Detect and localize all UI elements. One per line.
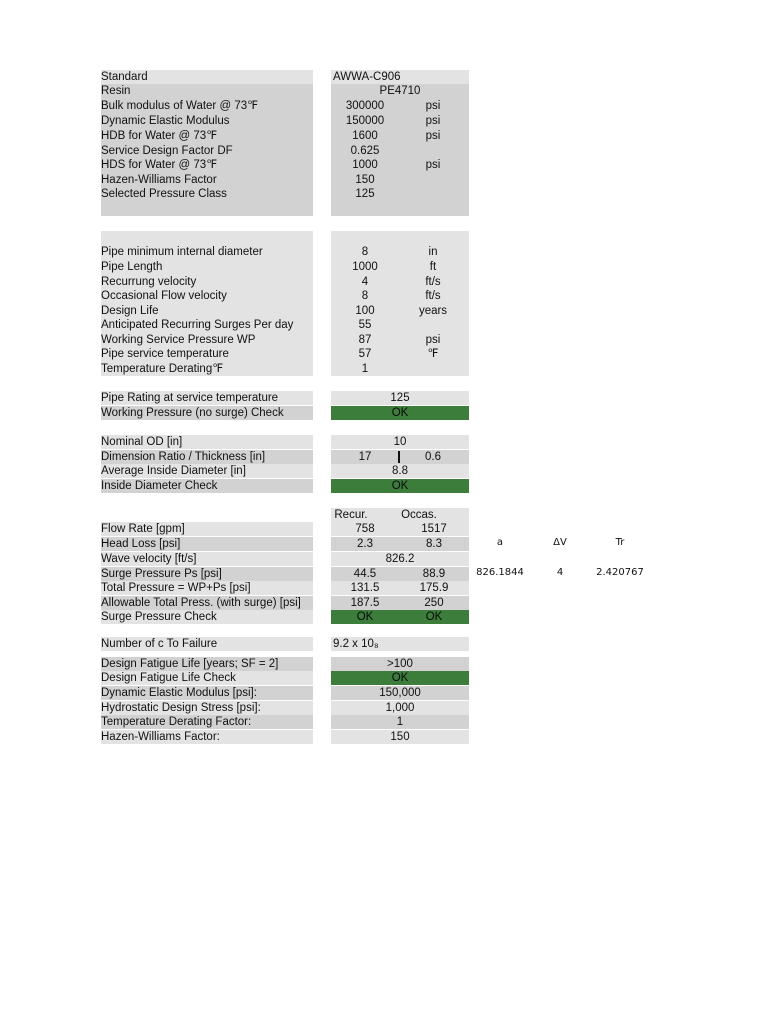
status-ok: OK <box>391 480 409 492</box>
row-unit: years <box>418 305 448 317</box>
row-label: Hazen-Williams Factor: <box>101 731 220 743</box>
table-row <box>101 464 313 478</box>
row-value: 0.625 <box>350 145 380 157</box>
table-row <box>0 275 768 289</box>
cell-divider <box>398 451 400 463</box>
row-label: Pipe service temperature <box>101 348 229 360</box>
row-value: 1 <box>396 716 404 728</box>
row-label: Bulk modulus of Water @ 73℉ <box>101 100 259 112</box>
status-badge <box>331 479 469 493</box>
status-ok-recur: OK <box>356 611 374 623</box>
row-unit: psi <box>425 159 441 171</box>
table-cell <box>331 637 469 651</box>
row-label: Wave velocity [ft/s] <box>101 553 197 565</box>
row-label: Pipe minimum internal diameter <box>101 246 263 258</box>
table-row <box>101 657 313 671</box>
table-cell <box>331 715 469 729</box>
table-row <box>0 260 768 274</box>
row-label: Surge Pressure Ps [psi] <box>101 568 222 580</box>
row-value: 1000 <box>352 159 378 171</box>
table-row <box>101 596 313 610</box>
row-unit: ft <box>429 261 437 273</box>
row-label: Working Pressure (no surge) Check <box>101 407 284 419</box>
status-badge <box>331 406 469 420</box>
row-label: Dimension Ratio / Thickness [in] <box>101 451 266 463</box>
row-label: Anticipated Recurring Surges Per day <box>101 319 294 331</box>
side-header-delta-v: ΔV <box>553 537 567 548</box>
status-ok: OK <box>391 407 409 419</box>
table-row <box>101 730 313 744</box>
table-row <box>101 522 313 536</box>
row-value: 9.2 x 10₈ <box>333 638 379 650</box>
row-label: Occasional Flow velocity <box>101 290 227 302</box>
table-row <box>101 637 313 651</box>
table-cell <box>331 701 469 715</box>
row-value: 125 <box>390 392 410 404</box>
side-header-tr: Tr <box>615 537 625 548</box>
row-label: Design Life <box>101 305 159 317</box>
row-value: 300000 <box>345 100 385 112</box>
row-label: HDS for Water @ 73℉ <box>101 159 218 171</box>
table-row <box>101 671 313 685</box>
table-cell <box>331 464 469 478</box>
status-ok: OK <box>391 672 409 684</box>
table-row <box>0 99 768 113</box>
row-label: Pipe Length <box>101 261 163 273</box>
recur-value: 758 <box>355 523 375 535</box>
table-cell <box>331 567 469 581</box>
table-row <box>101 715 313 729</box>
table-row <box>0 158 768 172</box>
row-unit: psi <box>425 130 441 142</box>
occas-value: 88.9 <box>422 568 446 580</box>
row-value: 1,000 <box>385 702 415 714</box>
row-value: 100 <box>355 305 375 317</box>
row-label: Hydrostatic Design Stress [psi]: <box>101 702 261 714</box>
row-value: 1600 <box>352 130 378 142</box>
table-row <box>101 610 313 624</box>
row-value: 150,000 <box>379 687 421 699</box>
side-value-a: 826.1844 <box>476 567 524 578</box>
row-label: HDB for Water @ 73℉ <box>101 130 218 142</box>
table-cell <box>331 391 469 405</box>
row-unit: in <box>428 246 438 258</box>
table-row <box>101 406 313 420</box>
table-cell <box>331 686 469 700</box>
table-row <box>101 435 313 449</box>
table-cell <box>331 537 469 551</box>
row-label: Allowable Total Press. (with surge) [psi] <box>101 597 301 609</box>
row-label: Nominal OD [in] <box>101 436 183 448</box>
row-value: 8 <box>361 290 369 302</box>
row-label: Standard <box>101 71 148 83</box>
row-value: 10 <box>393 436 407 448</box>
table-row <box>0 304 768 318</box>
table-row <box>0 347 768 361</box>
table-cell <box>331 435 469 449</box>
thickness-value: 0.6 <box>425 451 441 463</box>
row-label: Temperature Derating Factor: <box>101 716 252 728</box>
table-row <box>0 362 768 376</box>
table-cell <box>331 522 469 536</box>
occas-value: 8.3 <box>426 538 442 550</box>
row-value: 150 <box>390 731 410 743</box>
table-row <box>101 537 313 551</box>
recur-value: 44.5 <box>353 568 377 580</box>
row-label: Service Design Factor DF <box>101 145 233 157</box>
table-row <box>0 114 768 128</box>
row-label: Hazen-Williams Factor <box>101 174 217 186</box>
table-row <box>0 84 768 98</box>
row-value: PE4710 <box>379 85 421 97</box>
row-value: 8 <box>361 246 369 258</box>
row-label: Pipe Rating at service temperature <box>101 392 279 404</box>
table-row <box>0 70 768 84</box>
occas-value: 250 <box>424 597 444 609</box>
table-row <box>0 187 768 201</box>
row-value: 1 <box>361 363 369 375</box>
table-row <box>101 450 313 464</box>
row-value: 125 <box>355 188 375 200</box>
row-unit: ft/s <box>425 276 441 288</box>
status-ok-occas: OK <box>425 611 443 623</box>
row-value: >100 <box>387 658 413 670</box>
recur-value: 187.5 <box>350 597 380 609</box>
occas-value: 175.9 <box>419 582 449 594</box>
table-row <box>101 581 313 595</box>
row-label: Total Pressure = WP+Ps [psi] <box>101 582 251 594</box>
row-label: Temperature Derating℉ <box>101 363 224 375</box>
table-row <box>0 129 768 143</box>
row-unit: psi <box>425 334 441 346</box>
table-cell <box>331 581 469 595</box>
recur-value: 2.3 <box>357 538 373 550</box>
row-value: 55 <box>358 319 372 331</box>
row-label: Flow Rate [gpm] <box>101 523 185 535</box>
row-value: 8.8 <box>392 465 408 477</box>
table-cell <box>331 657 469 671</box>
dimension-ratio-value: 17 <box>358 451 372 463</box>
row-unit: ℉ <box>427 348 439 360</box>
row-label: Number of c To Failure <box>101 638 218 650</box>
side-value-delta-v: 4 <box>556 567 564 578</box>
row-value: 826.2 <box>385 553 415 565</box>
table-row <box>0 144 768 158</box>
table-row <box>0 289 768 303</box>
row-label: Average Inside Diameter [in] <box>101 465 246 477</box>
row-label: Surge Pressure Check <box>101 611 217 623</box>
status-badge <box>331 610 469 624</box>
table-cell <box>331 596 469 610</box>
row-label: Dynamic Elastic Modulus [psi]: <box>101 687 257 699</box>
table-cell <box>331 552 469 566</box>
row-value: AWWA-C906 <box>333 71 401 83</box>
side-header-a: a <box>496 537 504 548</box>
column-header-recur: Recur. <box>334 509 368 521</box>
row-value: 87 <box>358 334 372 346</box>
row-value: 150000 <box>345 115 385 127</box>
table-row <box>101 479 313 493</box>
table-row <box>101 391 313 405</box>
row-value: 57 <box>358 348 372 360</box>
row-value: 4 <box>361 276 369 288</box>
table-row <box>101 701 313 715</box>
side-value-tr: 2.420767 <box>596 567 644 578</box>
row-value: 150 <box>355 174 375 186</box>
table-row <box>0 245 768 259</box>
row-label: Working Service Pressure WP <box>101 334 256 346</box>
table-row <box>101 552 313 566</box>
table-row <box>0 173 768 187</box>
row-label: Design Fatigue Life [years; SF = 2] <box>101 658 279 670</box>
column-header-occas: Occas. <box>401 509 437 521</box>
row-unit: psi <box>425 100 441 112</box>
row-label: Selected Pressure Class <box>101 188 227 200</box>
row-label: Inside Diameter Check <box>101 480 218 492</box>
status-badge <box>331 671 469 685</box>
column-header-row <box>331 508 469 522</box>
table-cell <box>331 730 469 744</box>
table-row <box>0 333 768 347</box>
table-row <box>101 686 313 700</box>
row-label: Resin <box>101 85 131 97</box>
occas-value: 1517 <box>421 523 447 535</box>
row-label: Design Fatigue Life Check <box>101 672 236 684</box>
row-label: Recurrung velocity <box>101 276 197 288</box>
table-row <box>101 567 313 581</box>
row-unit: psi <box>425 115 441 127</box>
row-label: Dynamic Elastic Modulus <box>101 115 230 127</box>
row-unit: ft/s <box>425 290 441 302</box>
row-label: Head Loss [psi] <box>101 538 181 550</box>
recur-value: 131.5 <box>350 582 380 594</box>
row-value: 1000 <box>352 261 378 273</box>
table-cell <box>331 450 469 464</box>
table-row <box>0 318 768 332</box>
